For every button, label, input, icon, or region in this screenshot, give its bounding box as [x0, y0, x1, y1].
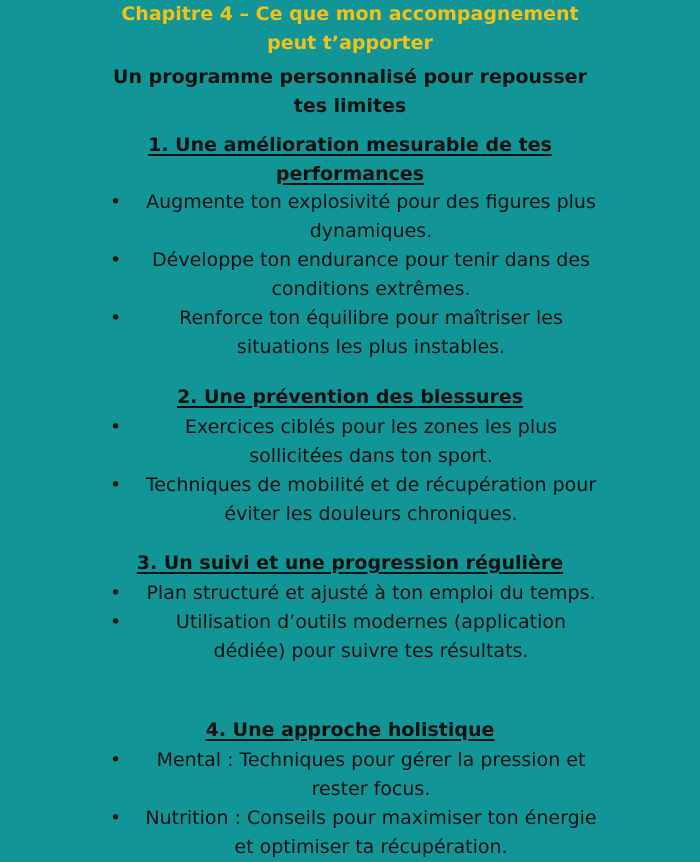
bullet-icon: •: [110, 474, 122, 496]
list-item-text: Renforce ton équilibre pour maîtriser les situations les plus instables.: [179, 307, 563, 358]
list-item-text: Utilisation d’outils modernes (application dédiée) pour suivre tes résultats.: [175, 611, 567, 662]
section-list-prevention: [110, 413, 600, 529]
section-title-suivi: 3. Un suivi et une progression régulière: [136, 552, 564, 574]
bullet-icon: •: [110, 249, 122, 271]
list-item-text: Mental : Techniques pour gérer la pression et rester focus.: [156, 749, 586, 800]
bullet-icon: •: [110, 191, 122, 213]
bullet-icon: •: [110, 582, 122, 604]
section-title-performances: 1. Une amélioration mesurable de tes performances: [148, 134, 552, 185]
bullet-icon: •: [110, 749, 122, 771]
list-item: [110, 608, 600, 666]
list-item: [110, 188, 600, 246]
list-item-text: Exercices ciblés pour les zones les plus sollicitées dans ton sport.: [184, 416, 558, 467]
bullet-icon: •: [110, 416, 122, 438]
list-item: [110, 579, 600, 608]
section-list-holistique: [110, 746, 600, 862]
list-item: [110, 804, 600, 862]
section-title-prevention: 2. Une prévention des blessures: [176, 386, 524, 408]
list-item: [110, 304, 600, 362]
list-item: [110, 746, 600, 804]
list-item: [110, 246, 600, 304]
list-item: [110, 413, 600, 471]
chapter-title: Chapitre 4 – Ce que mon accompagnement peut t’apporter: [121, 3, 579, 54]
page-subtitle: Un programme personnalisé pour repousser tes limites: [113, 66, 587, 117]
list-item-text: Plan structuré et ajusté à ton emploi du temps.: [146, 582, 596, 604]
bullet-icon: •: [110, 611, 122, 633]
section-title-holistique: 4. Une approche holistique: [205, 719, 495, 741]
list-item-text: Nutrition : Conseils pour maximiser ton énergie et optimiser ta récupération.: [145, 807, 597, 858]
list-item: [110, 471, 600, 529]
list-item-text: Développe ton endurance pour tenir dans des conditions extrêmes.: [152, 249, 590, 300]
bullet-icon: •: [110, 807, 122, 829]
bullet-icon: •: [110, 307, 122, 329]
section-list-performances: [110, 188, 600, 362]
list-item-text: Augmente ton explosivité pour des figures plus dynamiques.: [146, 191, 596, 242]
section-list-suivi: [110, 579, 600, 666]
list-item-text: Techniques de mobilité et de récupération pour éviter les douleurs chroniques.: [145, 474, 597, 525]
